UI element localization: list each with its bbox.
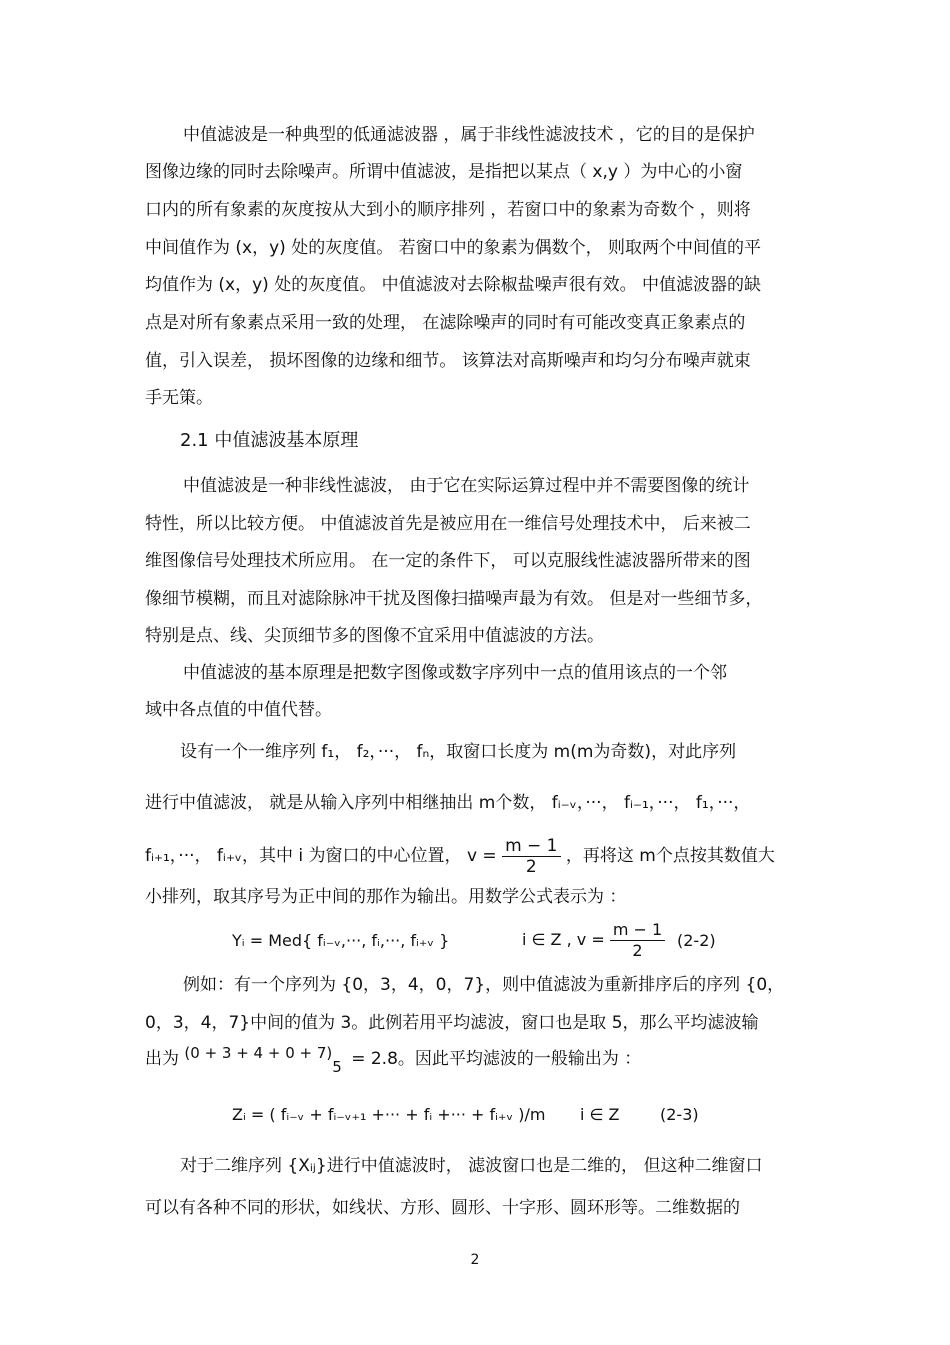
para5-line3	[145, 1044, 642, 1076]
para5-line3-post: = 2.8。因此平均滤波的一般输出为 ：	[351, 1049, 642, 1069]
para3-line2: 域中各点值的中值代替。	[145, 700, 332, 720]
para2-line2: 特性，所以比较方便。 中值滤波首先是被应用在一维信号处理技术中， 后来被二	[145, 514, 751, 534]
para5-line2: 0，3，4，7}中间的值为 3。此例若用平均滤波，窗口也是取 5，那么平均滤波输	[145, 1013, 759, 1033]
para1-line4: 中间值作为 (x，y) 处的灰度值。 若窗口中的象素为偶数个， 则取两个中间值的平	[145, 238, 761, 258]
formula-average-expression: Zᵢ = ( fᵢ₋ᵥ + fᵢ₋ᵥ₊₁ +··· + fᵢ +··· + fᵢ₊ᵥ )∕m	[232, 1105, 546, 1124]
para4-line2: 进行中值滤波， 就是从输入序列中相继抽出 m个数， fᵢ₋ᵥ，···， fᵢ₋₁，···， f₁，···，	[145, 793, 751, 813]
formula-median-lhs: Yᵢ = Med{ fᵢ₋ᵥ,···, fᵢ,···, fᵢ₊ᵥ }	[232, 931, 450, 950]
para4-line3	[145, 834, 775, 878]
para2-line3: 维图像信号处理技术所应用。 在一定的条件下， 可以克服线性滤波器所带来的图	[145, 551, 751, 571]
para1-line2: 图像边缘的同时去除噪声。所谓中值滤波，是指把以某点（ x,y ）为中心的小窗	[145, 162, 743, 182]
page-number: 2	[470, 1252, 480, 1268]
average-expression: (0 + 3 + 4 + 0 + 7)	[184, 1044, 333, 1062]
para4-line3-post: ，再将这 m个点按其数值大	[565, 846, 775, 866]
formula-median-frac-den: 2	[632, 941, 643, 960]
average-denominator: 5	[332, 1058, 342, 1076]
formula-median-fraction	[610, 920, 665, 961]
para1-line7: 值，引入误差， 损坏图像的边缘和细节。 该算法对高斯噪声和均匀分布噪声就束	[145, 351, 751, 371]
para6-line2: 可以有各种不同的形状，如线状、方形、圆形、十字形、圆环形等。二维数据的	[145, 1198, 740, 1218]
para2-line5: 特别是点、线、尖顶细节多的图像不宜采用中值滤波的方法。	[145, 626, 604, 646]
para2-line1: 中值滤波是一种非线性滤波， 由于它在实际运算过程中并不需要图像的统计	[183, 476, 750, 496]
equation-number-2-3: (2-3)	[660, 1105, 699, 1124]
fraction-v-denominator: 2	[525, 856, 537, 877]
para5-line3-pre: 出为	[145, 1049, 179, 1069]
para4-line1: 设有一个一维序列 f₁， f₂，···， fₙ，取窗口长度为 m(m为奇数)，对此序列	[180, 742, 737, 762]
para3-line1: 中值滤波的基本原理是把数字图像或数字序列中一点的值用该点的一个邻	[183, 663, 727, 683]
formula-average-condition: i ∈ Z	[580, 1105, 620, 1124]
fraction-v	[502, 836, 560, 877]
formula-median-frac-num: m − 1	[610, 920, 665, 941]
para1-line6: 点是对所有象素点采用一致的处理， 在滤除噪声的同时有可能改变真正象素点的	[145, 313, 746, 333]
para4-line4: 小排列，取其序号为正中间的那作为输出。用数学公式表示为 ：	[145, 887, 627, 907]
para2-line4: 像细节模糊，而且对滤除脉冲干扰及图像扫描噪声最为有效。 但是对一些细节多，	[145, 589, 763, 609]
para1-line8: 手无策。	[145, 388, 213, 408]
formula-median-condition	[522, 918, 665, 962]
para1-line3: 口内的所有象素的灰度按从大到小的顺序排列 ，若窗口中的象素为奇数个 ，则将	[145, 200, 751, 220]
para1-line5: 均值作为 (x，y) 处的灰度值。 中值滤波对去除椒盐噪声很有效。 中值滤波器的缺	[145, 275, 761, 295]
para6-line1: 对于二维序列 {Xᵢⱼ}进行中值滤波时， 滤波窗口也是二维的， 但这种二维窗口	[180, 1156, 763, 1176]
equation-number-2-2: (2-2)	[677, 931, 716, 950]
section-heading: 2.1 中值滤波基本原理	[180, 430, 359, 451]
para5-line1: 例如：有一个序列为 {0，3，4，0，7}，则中值滤波为重新排序后的序列 {0，	[183, 975, 785, 995]
formula-median-cond-text: i ∈ Z , v =	[522, 930, 605, 949]
para1-line1: 中值滤波是一种典型的低通滤波器 ，属于非线性滤波技术 ，它的目的是保护	[183, 125, 755, 145]
para4-line3-pre: fᵢ₊₁，···， fᵢ₊ᵥ，其中 i 为窗口的中心位置， v =	[145, 846, 497, 866]
fraction-v-numerator: m − 1	[502, 836, 560, 857]
